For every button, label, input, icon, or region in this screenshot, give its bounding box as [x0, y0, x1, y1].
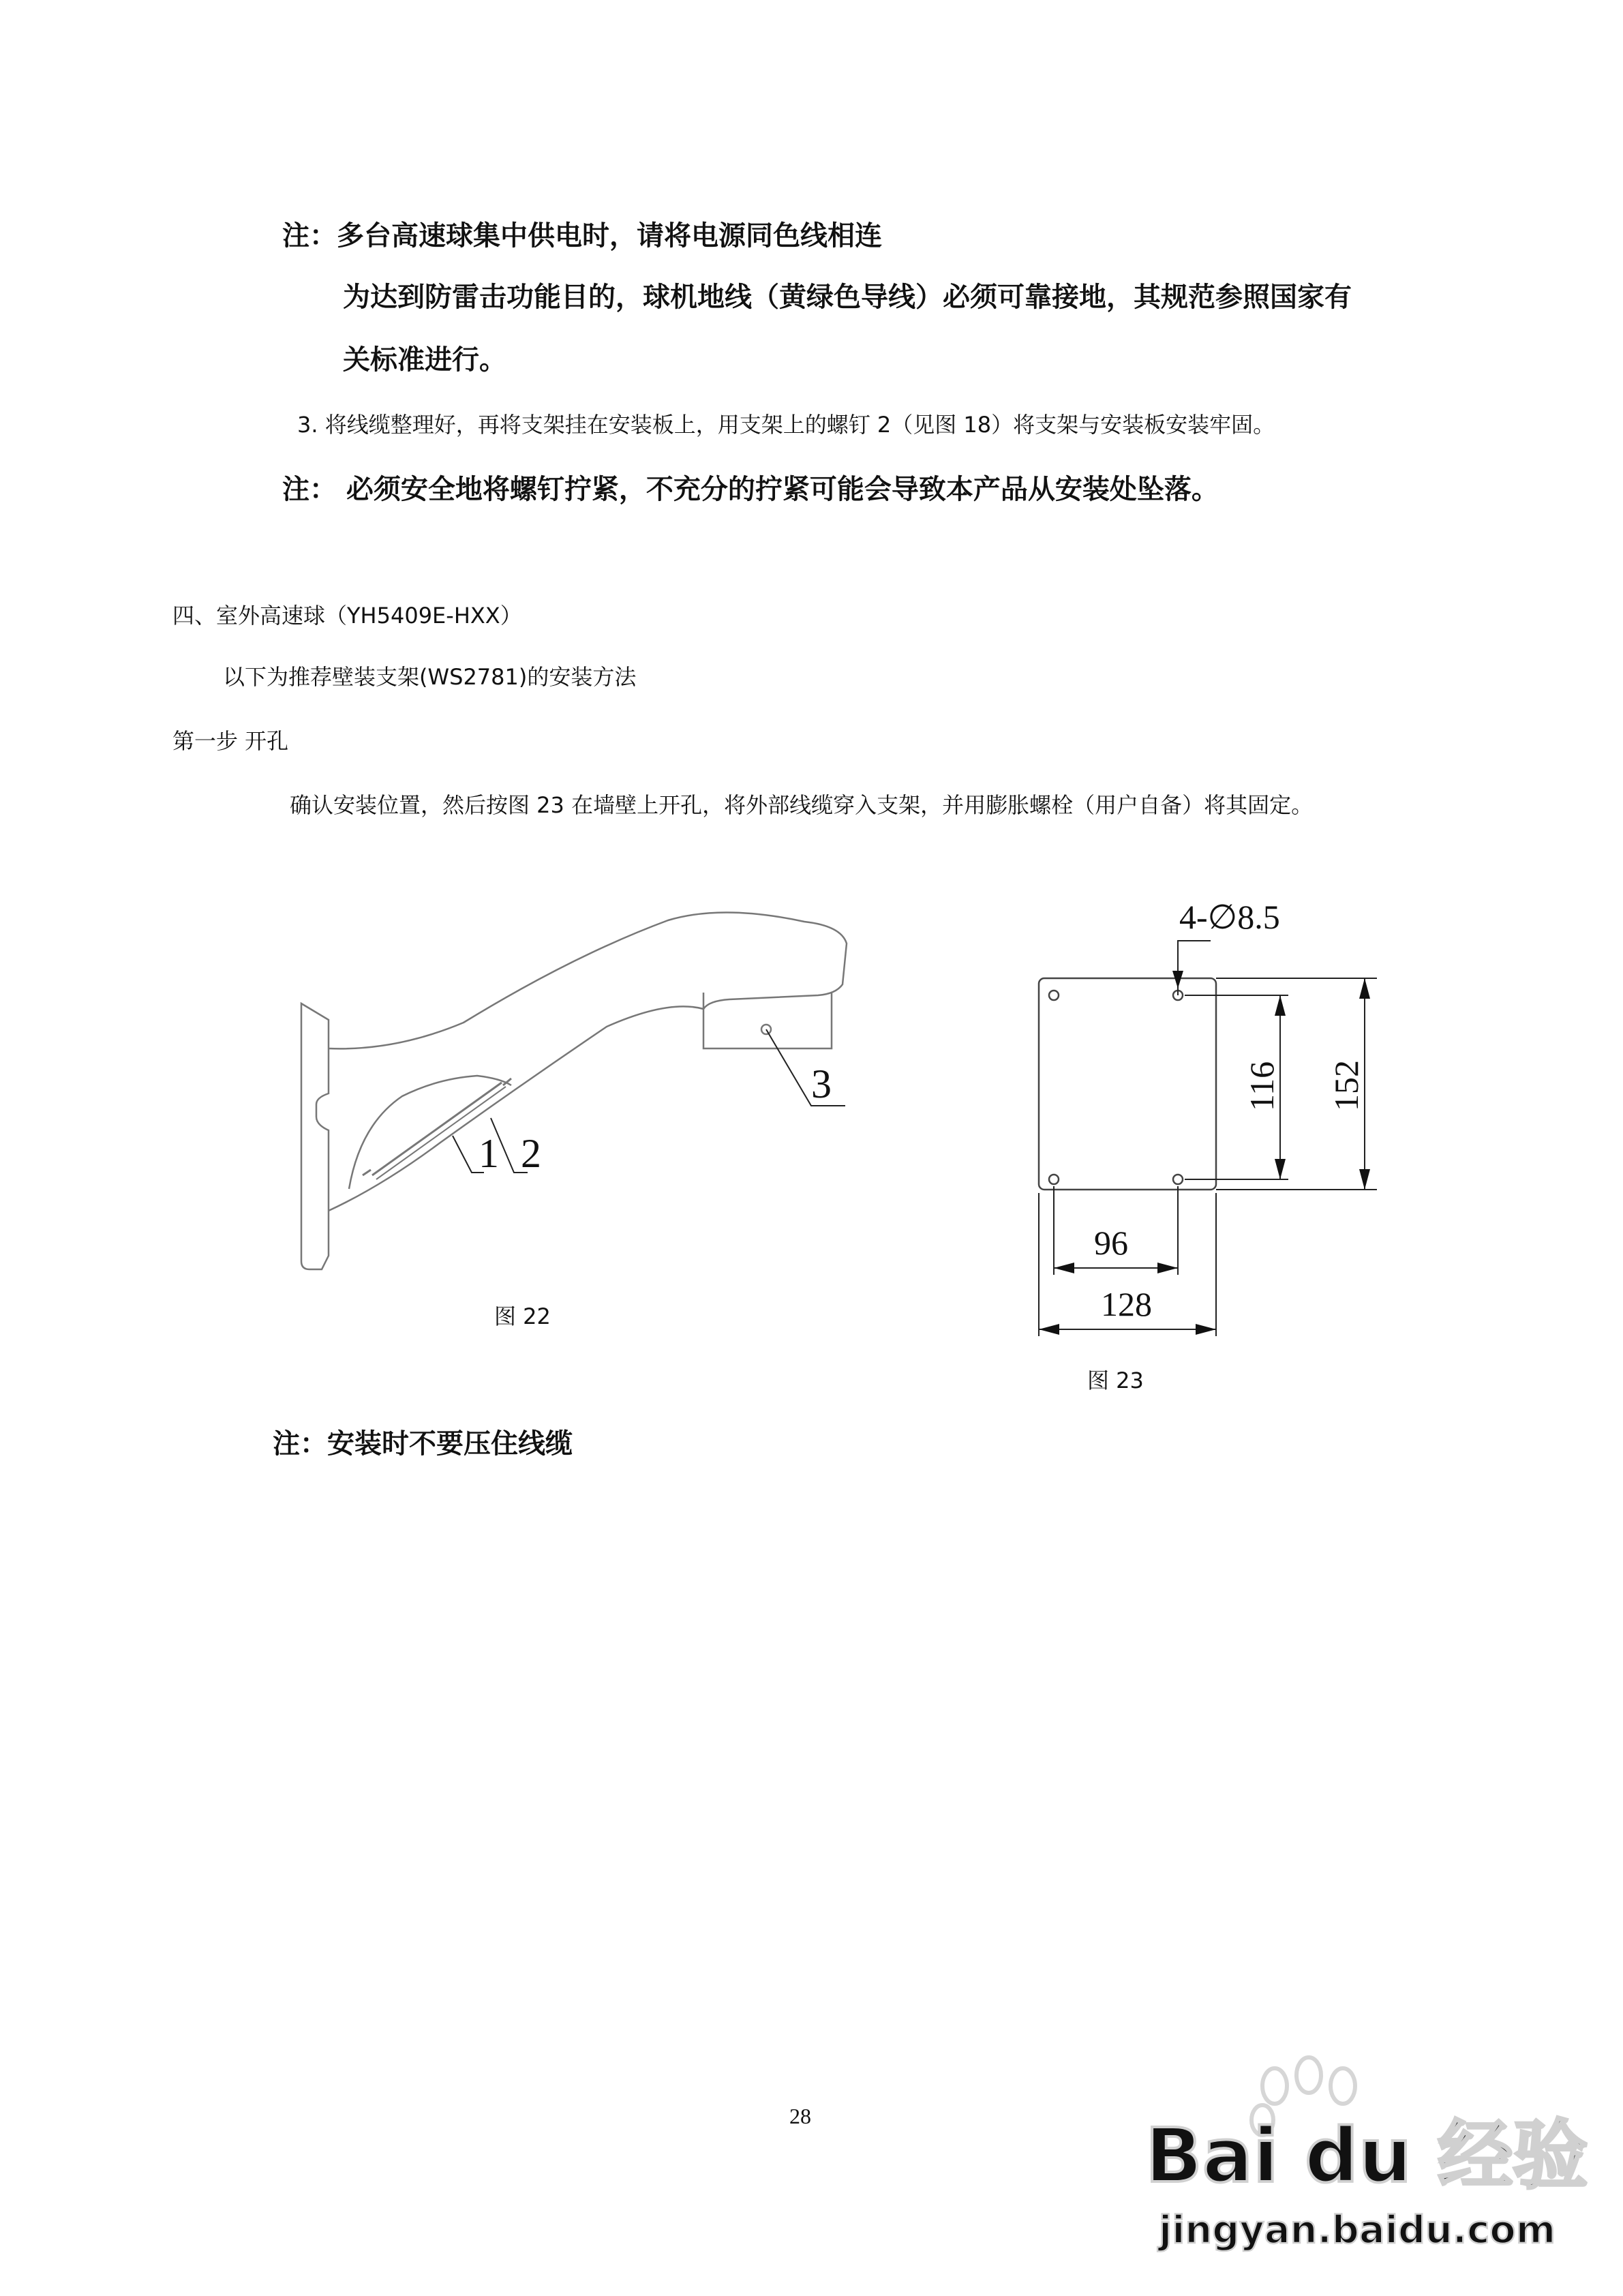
paw-toe-1	[1262, 2068, 1287, 2104]
arrow-hole-spec	[1172, 971, 1183, 988]
baidu-jingyan-watermark	[1104, 2045, 1588, 2263]
paw-toe-2	[1296, 2057, 1321, 2093]
label-2: 2	[521, 1131, 541, 1176]
dim-label-96: 96	[1094, 1224, 1128, 1262]
watermark-logo	[1104, 2045, 1588, 2263]
figure-22-caption: 图 22	[494, 1303, 551, 1329]
step1-text: 确认安装位置，然后按图 23 在墙壁上开孔，将外部线缆穿入支架，并用膨胀螺栓（用户自备）将其固定。	[290, 792, 1314, 818]
dim-label-116: 116	[1243, 1061, 1281, 1111]
watermark-url: jingyan.baidu.com	[1159, 2208, 1556, 2252]
mount-hole-br	[1173, 1175, 1183, 1184]
paw-toe-3	[1331, 2068, 1355, 2104]
arm-bottom-outline	[329, 1006, 703, 1211]
label-1: 1	[479, 1131, 499, 1176]
leader-line-3	[766, 1029, 845, 1106]
page-number: 28	[789, 2104, 811, 2128]
figure-23-plate-drawing	[1009, 886, 1391, 1363]
cable-note: 注：安装时不要压住线缆	[273, 1428, 573, 1460]
screw-safety-note: 注： 必须安全地将螺钉拧紧，不充分的拧紧可能会导致本产品从安装处坠落。	[282, 474, 1219, 505]
grounding-note-line2: 关标准进行。	[343, 344, 506, 376]
dim-label-128: 128	[1101, 1285, 1152, 1323]
step3-text: 3. 将线缆整理好，再将支架挂在安装板上，用支架上的螺钉 2（见图 18）将支架与安装板安装牢固。	[297, 412, 1275, 438]
power-note: 注：多台高速球集中供电时，请将电源同色线相连	[282, 220, 882, 252]
watermark-brand: Bai du 经验	[1145, 2112, 1588, 2199]
figure-22-bracket-drawing	[286, 900, 900, 1282]
label-3: 3	[811, 1061, 832, 1106]
plate-outline	[1039, 978, 1216, 1190]
mount-hole-tl	[1049, 991, 1059, 1000]
figure-23-caption: 图 23	[1087, 1368, 1144, 1393]
dim-label-152: 152	[1327, 1060, 1365, 1111]
arm-top-outline	[329, 912, 847, 1048]
mount-hole-bl	[1049, 1175, 1059, 1184]
mount-block-outline	[703, 993, 832, 1048]
wall-plate-outline	[301, 1003, 329, 1269]
hole-spec-leader	[1178, 941, 1211, 995]
step1-title: 第一步 开孔	[172, 728, 289, 754]
section-intro: 以下为推荐壁装支架(WS2781)的安装方法	[223, 664, 637, 690]
section-heading: 四、室外高速球（YH5409E-HXX）	[172, 603, 522, 629]
grounding-note-line1: 为达到防雷击功能目的，球机地线（黄绿色导线）必须可靠接地，其规范参照国家有	[343, 282, 1352, 313]
hole-spec-label: 4-∅8.5	[1179, 898, 1280, 936]
